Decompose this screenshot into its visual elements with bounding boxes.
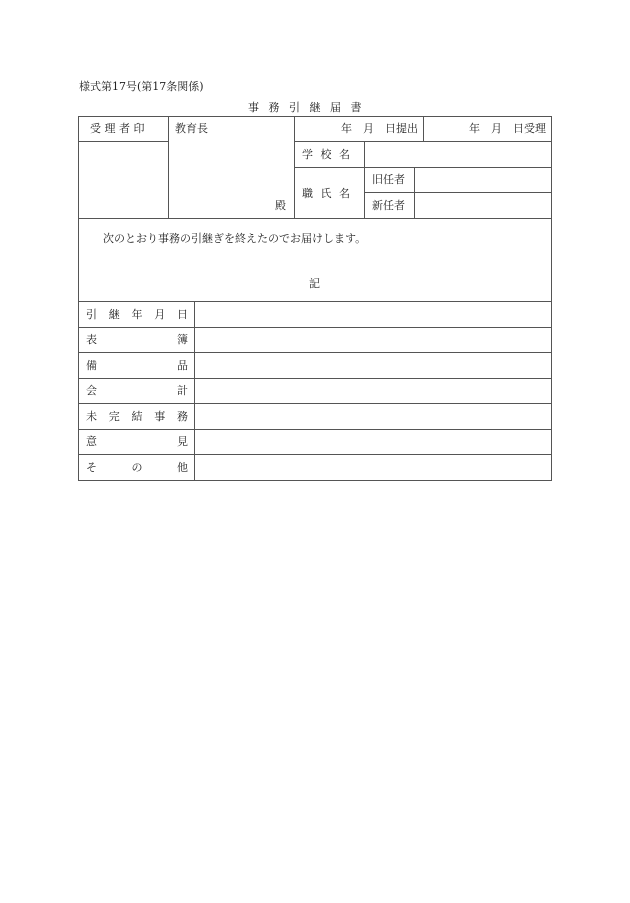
successor-field[interactable]: [418, 199, 548, 213]
item-row-opinion: 意 見: [86, 435, 188, 448]
item-row-equipment: 備 品: [86, 359, 188, 372]
item-value-registers[interactable]: [198, 330, 548, 348]
item-value-unfinished[interactable]: [198, 407, 548, 425]
item-row-handover-date: 引 継 年 月 日: [86, 308, 188, 321]
item-value-handover-date[interactable]: [198, 305, 548, 323]
addressee: 教育長: [175, 122, 208, 135]
receiver-seal-box[interactable]: [79, 142, 168, 218]
predecessor-label: 旧任者: [372, 173, 405, 186]
form-number: 様式第17号(第17条関係): [79, 80, 204, 93]
honorific: 殿: [275, 199, 286, 212]
item-value-other[interactable]: [198, 458, 548, 476]
received-date[interactable]: 年 月 日受理: [469, 122, 546, 135]
item-value-accounting[interactable]: [198, 381, 548, 399]
submitted-date[interactable]: 年 月 日提出: [341, 122, 418, 135]
item-row-other: そ の 他: [86, 461, 188, 474]
successor-label: 新任者: [372, 199, 405, 212]
predecessor-field[interactable]: [418, 173, 548, 187]
statement-text: 次のとおり事務の引継ぎを終えたのでお届けします。: [103, 232, 367, 245]
school-name-field[interactable]: [368, 148, 548, 162]
school-name-label: 学 校 名: [302, 148, 352, 161]
item-row-unfinished: 未 完 結 事 務: [86, 410, 188, 423]
item-row-accounting: 会 計: [86, 384, 188, 397]
receiver-seal-label: 受 理 者 印: [90, 122, 145, 135]
item-value-opinion[interactable]: [198, 432, 548, 450]
document-title: 事 務 引 継 届 書: [248, 101, 365, 114]
position-name-label: 職 氏 名: [302, 187, 352, 200]
item-row-registers: 表 簿: [86, 333, 188, 346]
item-value-equipment[interactable]: [198, 356, 548, 374]
ki-heading: 記: [309, 277, 320, 290]
